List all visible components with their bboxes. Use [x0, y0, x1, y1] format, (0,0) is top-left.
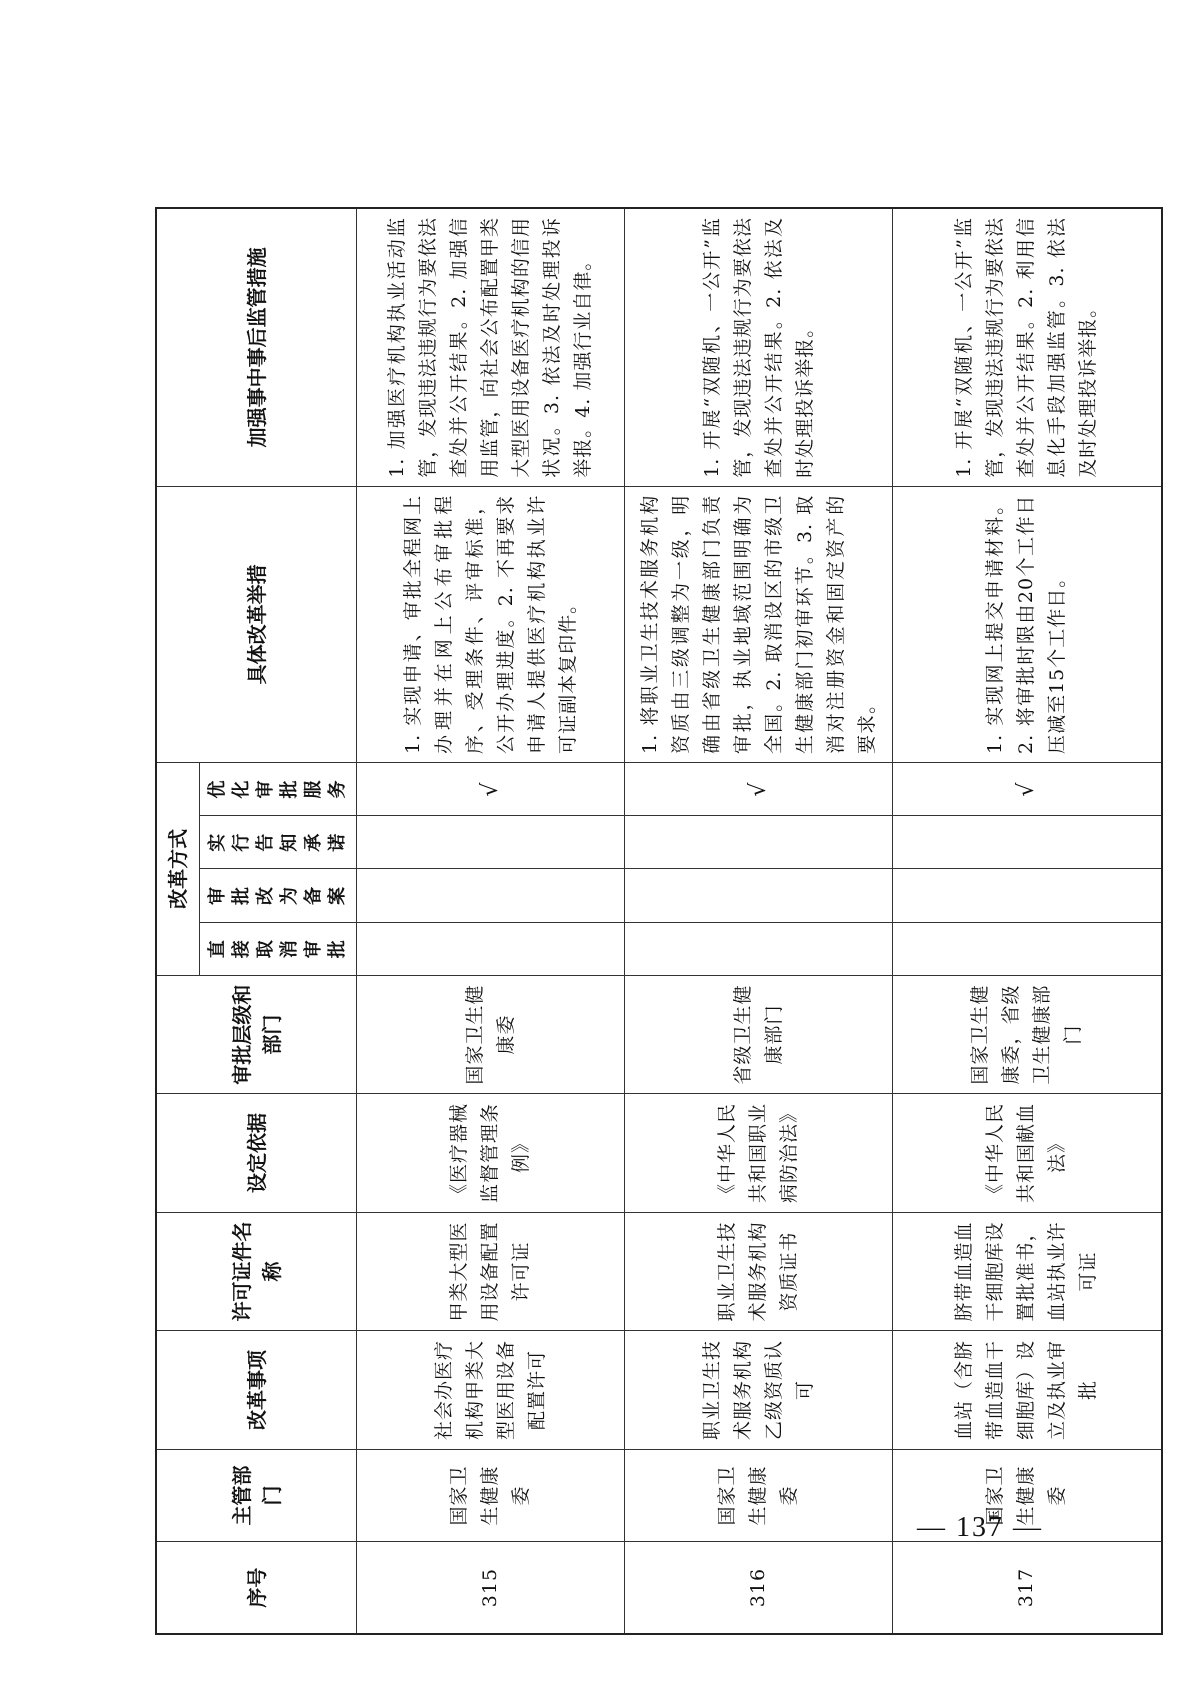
header-item: 改革事项: [156, 1331, 357, 1449]
row-mode-filing: [357, 869, 625, 922]
row-department: 国家卫生健康委: [893, 1449, 1162, 1541]
row-basis: 《中华人民共和国职业病防治法》: [625, 1094, 893, 1212]
check-mark: √: [893, 762, 1162, 815]
rotated-table-wrapper: [155, 207, 1100, 1635]
header-license: 许可证件名称: [156, 1212, 357, 1330]
row-mode-notify: [357, 816, 625, 869]
table-row: [893, 208, 1162, 1634]
row-seq: 315: [357, 1542, 625, 1634]
row-basis: 《医疗器械监督管理条例》: [357, 1094, 625, 1212]
row-mode-cancel: [357, 922, 625, 975]
header-reform-mode: 改革方式: [156, 762, 200, 975]
row-mode-notify: [893, 816, 1162, 869]
row-license: 甲类大型医用设备配置许可证: [357, 1212, 625, 1330]
row-license: 职业卫生技术服务机构资质证书: [625, 1212, 893, 1330]
header-supervision: 加强事中事后监管措施: [156, 208, 357, 486]
check-mark: √: [625, 762, 893, 815]
header-seq: 序号: [156, 1542, 357, 1634]
row-mode-cancel: [625, 922, 893, 975]
row-mode-notify: [625, 816, 893, 869]
reform-table: [155, 207, 1163, 1635]
row-item: 社会办医疗机构甲类大型医用设备配置许可: [357, 1331, 625, 1449]
row-supervision: 1. 开展“双随机、一公开”监管，发现违法违规行为要依法查处并公开结果。2. 利用信息化手段加强监管。3. 依法及时处理投诉举报。: [893, 208, 1162, 486]
row-measures: 1. 实现申请、审批全程网上办理并在网上公布审批程序、受理条件、评审标准，公开办理进度。2. 不再要求申请人提供医疗机构执业许可证副本复印件。: [357, 486, 625, 762]
page-number: — 137 —: [917, 1512, 1043, 1543]
row-mode-filing: [625, 869, 893, 922]
row-item: 职业卫生技术服务机构乙级资质认可: [625, 1331, 893, 1449]
row-level: 省级卫生健康部门: [625, 975, 893, 1093]
row-level: 国家卫生健康委: [357, 975, 625, 1093]
row-basis: 《中华人民共和国献血法》: [893, 1094, 1162, 1212]
row-department: 国家卫生健康委: [625, 1449, 893, 1541]
header-department: 主管部门: [156, 1449, 357, 1541]
row-item: 血站（含脐带血造血干细胞库）设立及执业审批: [893, 1331, 1162, 1449]
row-supervision: 1. 开展“双随机、一公开”监管，发现违法违规行为要依法查处并公开结果。2. 依法及时处理投诉举报。: [625, 208, 893, 486]
header-basis: 设定依据: [156, 1094, 357, 1212]
row-level: 国家卫生健康委，省级卫生健康部门: [893, 975, 1162, 1093]
table-row: [357, 208, 625, 1634]
row-department: 国家卫生健康委: [357, 1449, 625, 1541]
row-seq: 316: [625, 1542, 893, 1634]
header-measures: 具体改革举措: [156, 486, 357, 762]
header-mode-filing: 审批改为备案: [200, 869, 357, 922]
table-row: [625, 208, 893, 1634]
row-supervision: 1. 加强医疗机构执业活动监管，发现违法违规行为要依法查处并公开结果。2. 加强信用监管，向社会公布配置甲类大型医用设备医疗机构的信用状况。3. 依法及时处理投诉举报。4. 加强行业自律。: [357, 208, 625, 486]
row-license: 脐带血造血干细胞库设置批准书，血站执业许可证: [893, 1212, 1162, 1330]
row-seq: 317: [893, 1542, 1162, 1634]
row-mode-filing: [893, 869, 1162, 922]
row-mode-cancel: [893, 922, 1162, 975]
header-mode-cancel: 直接取消审批: [200, 922, 357, 975]
header-mode-notify: 实行告知承诺: [200, 816, 357, 869]
header-level: 审批层级和部门: [156, 975, 357, 1093]
row-measures: 1. 将职业卫生技术服务机构资质由三级调整为一级，明确由省级卫生健康部门负责审批，执业地域范围明确为全国。2. 取消设区的市级卫生健康部门初审环节。3. 取消对注册资金和固定资产的要求。: [625, 486, 893, 762]
check-mark: √: [357, 762, 625, 815]
row-measures: 1. 实现网上提交申请材料。2. 将审批时限由20个工作日压减至15个工作日。: [893, 486, 1162, 762]
header-mode-optimize: 优化审批服务: [200, 762, 357, 815]
